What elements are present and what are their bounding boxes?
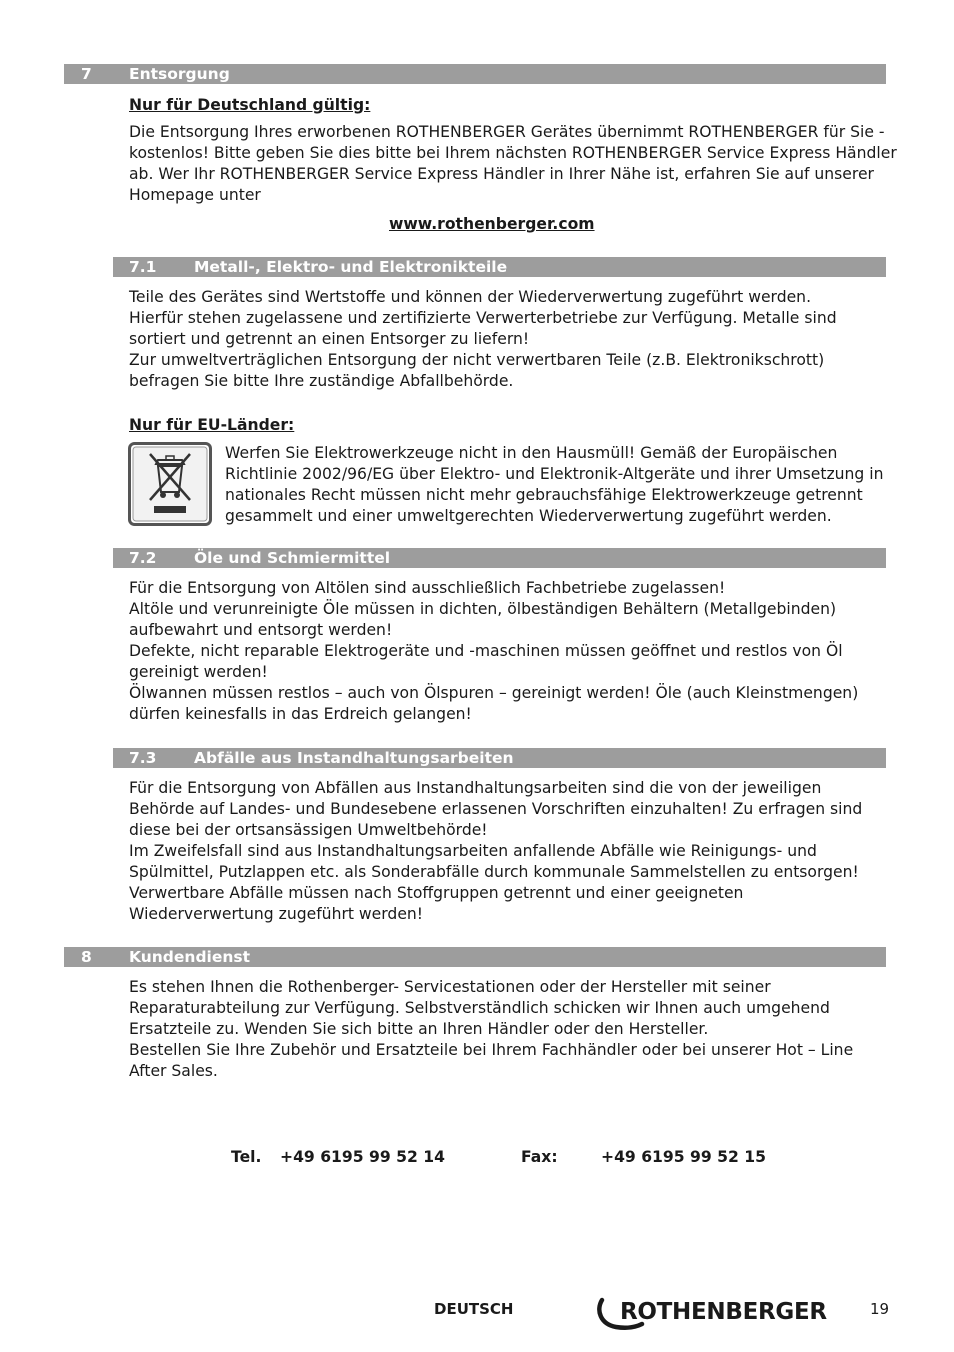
section-title: Kundendienst bbox=[129, 948, 251, 966]
oils-paragraph bbox=[129, 578, 889, 725]
text-line: befragen Sie bitte Ihre zuständige Abfallbehörde. bbox=[129, 372, 514, 390]
section-number: 7 bbox=[81, 65, 92, 83]
text-line: Im Zweifelsfall sind aus Instandhaltungsarbeiten anfallende Abfälle wie Reinigungs- und bbox=[129, 842, 817, 860]
section-number: 8 bbox=[81, 948, 92, 966]
section-number: 7.1 bbox=[129, 258, 157, 276]
text-line: Hierfür stehen zugelassene und zertifizierte Verwerterbetriebe zur Verfügung. Metalle sind bbox=[129, 309, 837, 327]
text-line: Spülmittel, Putzlappen etc. als Sonderabfälle durch kommunale Sammelstellen zu entsorgen! bbox=[129, 863, 859, 881]
text-line: dürfen keinesfalls in das Erdreich gelangen! bbox=[129, 705, 472, 723]
fax-number: +49 6195 99 52 15 bbox=[601, 1148, 766, 1166]
text-line: Richtlinie 2002/96/EG über Elektro- und Elektronik-Altgeräte und ihrer Umsetzung in bbox=[225, 465, 884, 483]
section-title: Öle und Schmiermittel bbox=[194, 549, 391, 567]
phone-label: Tel. bbox=[231, 1148, 262, 1166]
text-line: Homepage unter bbox=[129, 186, 261, 204]
germany-heading: Nur für Deutschland gültig: bbox=[129, 96, 371, 114]
text-line: Verwertbare Abfälle müssen nach Stoffgruppen getrennt und einer geeigneten bbox=[129, 884, 744, 902]
rothenberger-logo bbox=[596, 1294, 836, 1332]
text-line: Es stehen Ihnen die Rothenberger- Servicestationen oder der Hersteller mit seiner bbox=[129, 978, 771, 996]
text-line: Zur umweltverträglichen Entsorgung der nicht verwertbaren Teile (z.B. Elektronikschrott) bbox=[129, 351, 825, 369]
text-line: sortiert und getrennt an einen Entsorger zu liefern! bbox=[129, 330, 530, 348]
section-7-2-header bbox=[113, 548, 886, 568]
text-line: Teile des Gerätes sind Wertstoffe und können der Wiederverwertung zugeführt werden. bbox=[129, 288, 812, 306]
phone-number: +49 6195 99 52 14 bbox=[280, 1148, 445, 1166]
section-number: 7.3 bbox=[129, 749, 157, 767]
fax-label: Fax: bbox=[521, 1148, 558, 1166]
text-line: Defekte, nicht reparable Elektrogeräte und -maschinen müssen geöffnet und restlos von Öl bbox=[129, 642, 843, 660]
text-line: Für die Entsorgung von Altölen sind ausschließlich Fachbetriebe zugelassen! bbox=[129, 579, 726, 597]
text-line: diese bei der ortsansässigen Umweltbehörde! bbox=[129, 821, 488, 839]
text-line: Für die Entsorgung von Abfällen aus Instandhaltungsarbeiten sind die von der jeweiligen bbox=[129, 779, 822, 797]
section-title: Entsorgung bbox=[129, 65, 230, 83]
text-line: gereinigt werden! bbox=[129, 663, 268, 681]
eu-heading: Nur für EU-Länder: bbox=[129, 416, 295, 434]
text-line: Reparaturabteilung zur Verfügung. Selbstverständlich schicken wir Ihnen auch umgehend bbox=[129, 999, 830, 1017]
metal-electro-paragraph bbox=[129, 287, 889, 392]
section-7-3-header bbox=[113, 748, 886, 768]
page-number: 19 bbox=[870, 1300, 890, 1318]
maintenance-waste-paragraph bbox=[129, 778, 889, 925]
homepage-link[interactable]: www.rothenberger.com bbox=[389, 215, 595, 233]
customer-service-paragraph bbox=[129, 977, 889, 1082]
text-line: Bestellen Sie Ihre Zubehör und Ersatzteile bei Ihrem Fachhändler oder bei unserer Hot – Line bbox=[129, 1041, 854, 1059]
section-8-header bbox=[64, 947, 886, 967]
text-line: aufbewahrt und entsorgt werden! bbox=[129, 621, 393, 639]
text-line: Die Entsorgung Ihres erworbenen ROTHENBERGER Gerätes übernimmt ROTHENBERGER für Sie - bbox=[129, 123, 885, 141]
section-number: 7.2 bbox=[129, 549, 157, 567]
text-line: ab. Wer Ihr ROTHENBERGER Service Express Händler in Ihrer Nähe ist, erfahren Sie auf unserer bbox=[129, 165, 874, 183]
section-title: Abfälle aus Instandhaltungsarbeiten bbox=[194, 749, 514, 767]
text-line: Ölwannen müssen restlos – auch von Ölspuren – gereinigt werden! Öle (auch Kleinstmengen) bbox=[129, 684, 859, 702]
text-line: kostenlos! Bitte geben Sie dies bitte bei Ihrem nächsten ROTHENBERGER Service Express Händler bbox=[129, 144, 897, 162]
text-line: Wiederverwertung zugeführt werden! bbox=[129, 905, 424, 923]
section-title: Metall-, Elektro- und Elektronikteile bbox=[194, 258, 508, 276]
text-line: After Sales. bbox=[129, 1062, 218, 1080]
eu-paragraph bbox=[225, 443, 885, 527]
section-7-header bbox=[64, 64, 886, 84]
crossed-out-wheelie-bin-icon bbox=[128, 442, 212, 526]
text-line: nationales Recht müssen nicht mehr gebrauchsfähige Elektrowerkzeuge getrennt bbox=[225, 486, 863, 504]
footer-language: DEUTSCH bbox=[434, 1300, 514, 1318]
text-line: Ersatzteile zu. Wenden Sie sich bitte an Ihren Händler oder den Hersteller. bbox=[129, 1020, 709, 1038]
text-line: Werfen Sie Elektrowerkzeuge nicht in den Hausmüll! Gemäß der Europäischen bbox=[225, 444, 838, 462]
text-line: Altöle und verunreinigte Öle müssen in dichten, ölbeständigen Behältern (Metallgebinden) bbox=[129, 600, 837, 618]
section-7-1-header bbox=[113, 257, 886, 277]
svg-text:ROTHENBERGER: ROTHENBERGER bbox=[620, 1299, 827, 1325]
germany-paragraph bbox=[129, 122, 897, 206]
text-line: gesammelt und einer umweltgerechten Wiederverwertung zugeführt werden. bbox=[225, 507, 832, 525]
text-line: Behörde auf Landes- und Bundesebene erlassenen Vorschriften einzuhalten! Zu erfragen sind bbox=[129, 800, 863, 818]
